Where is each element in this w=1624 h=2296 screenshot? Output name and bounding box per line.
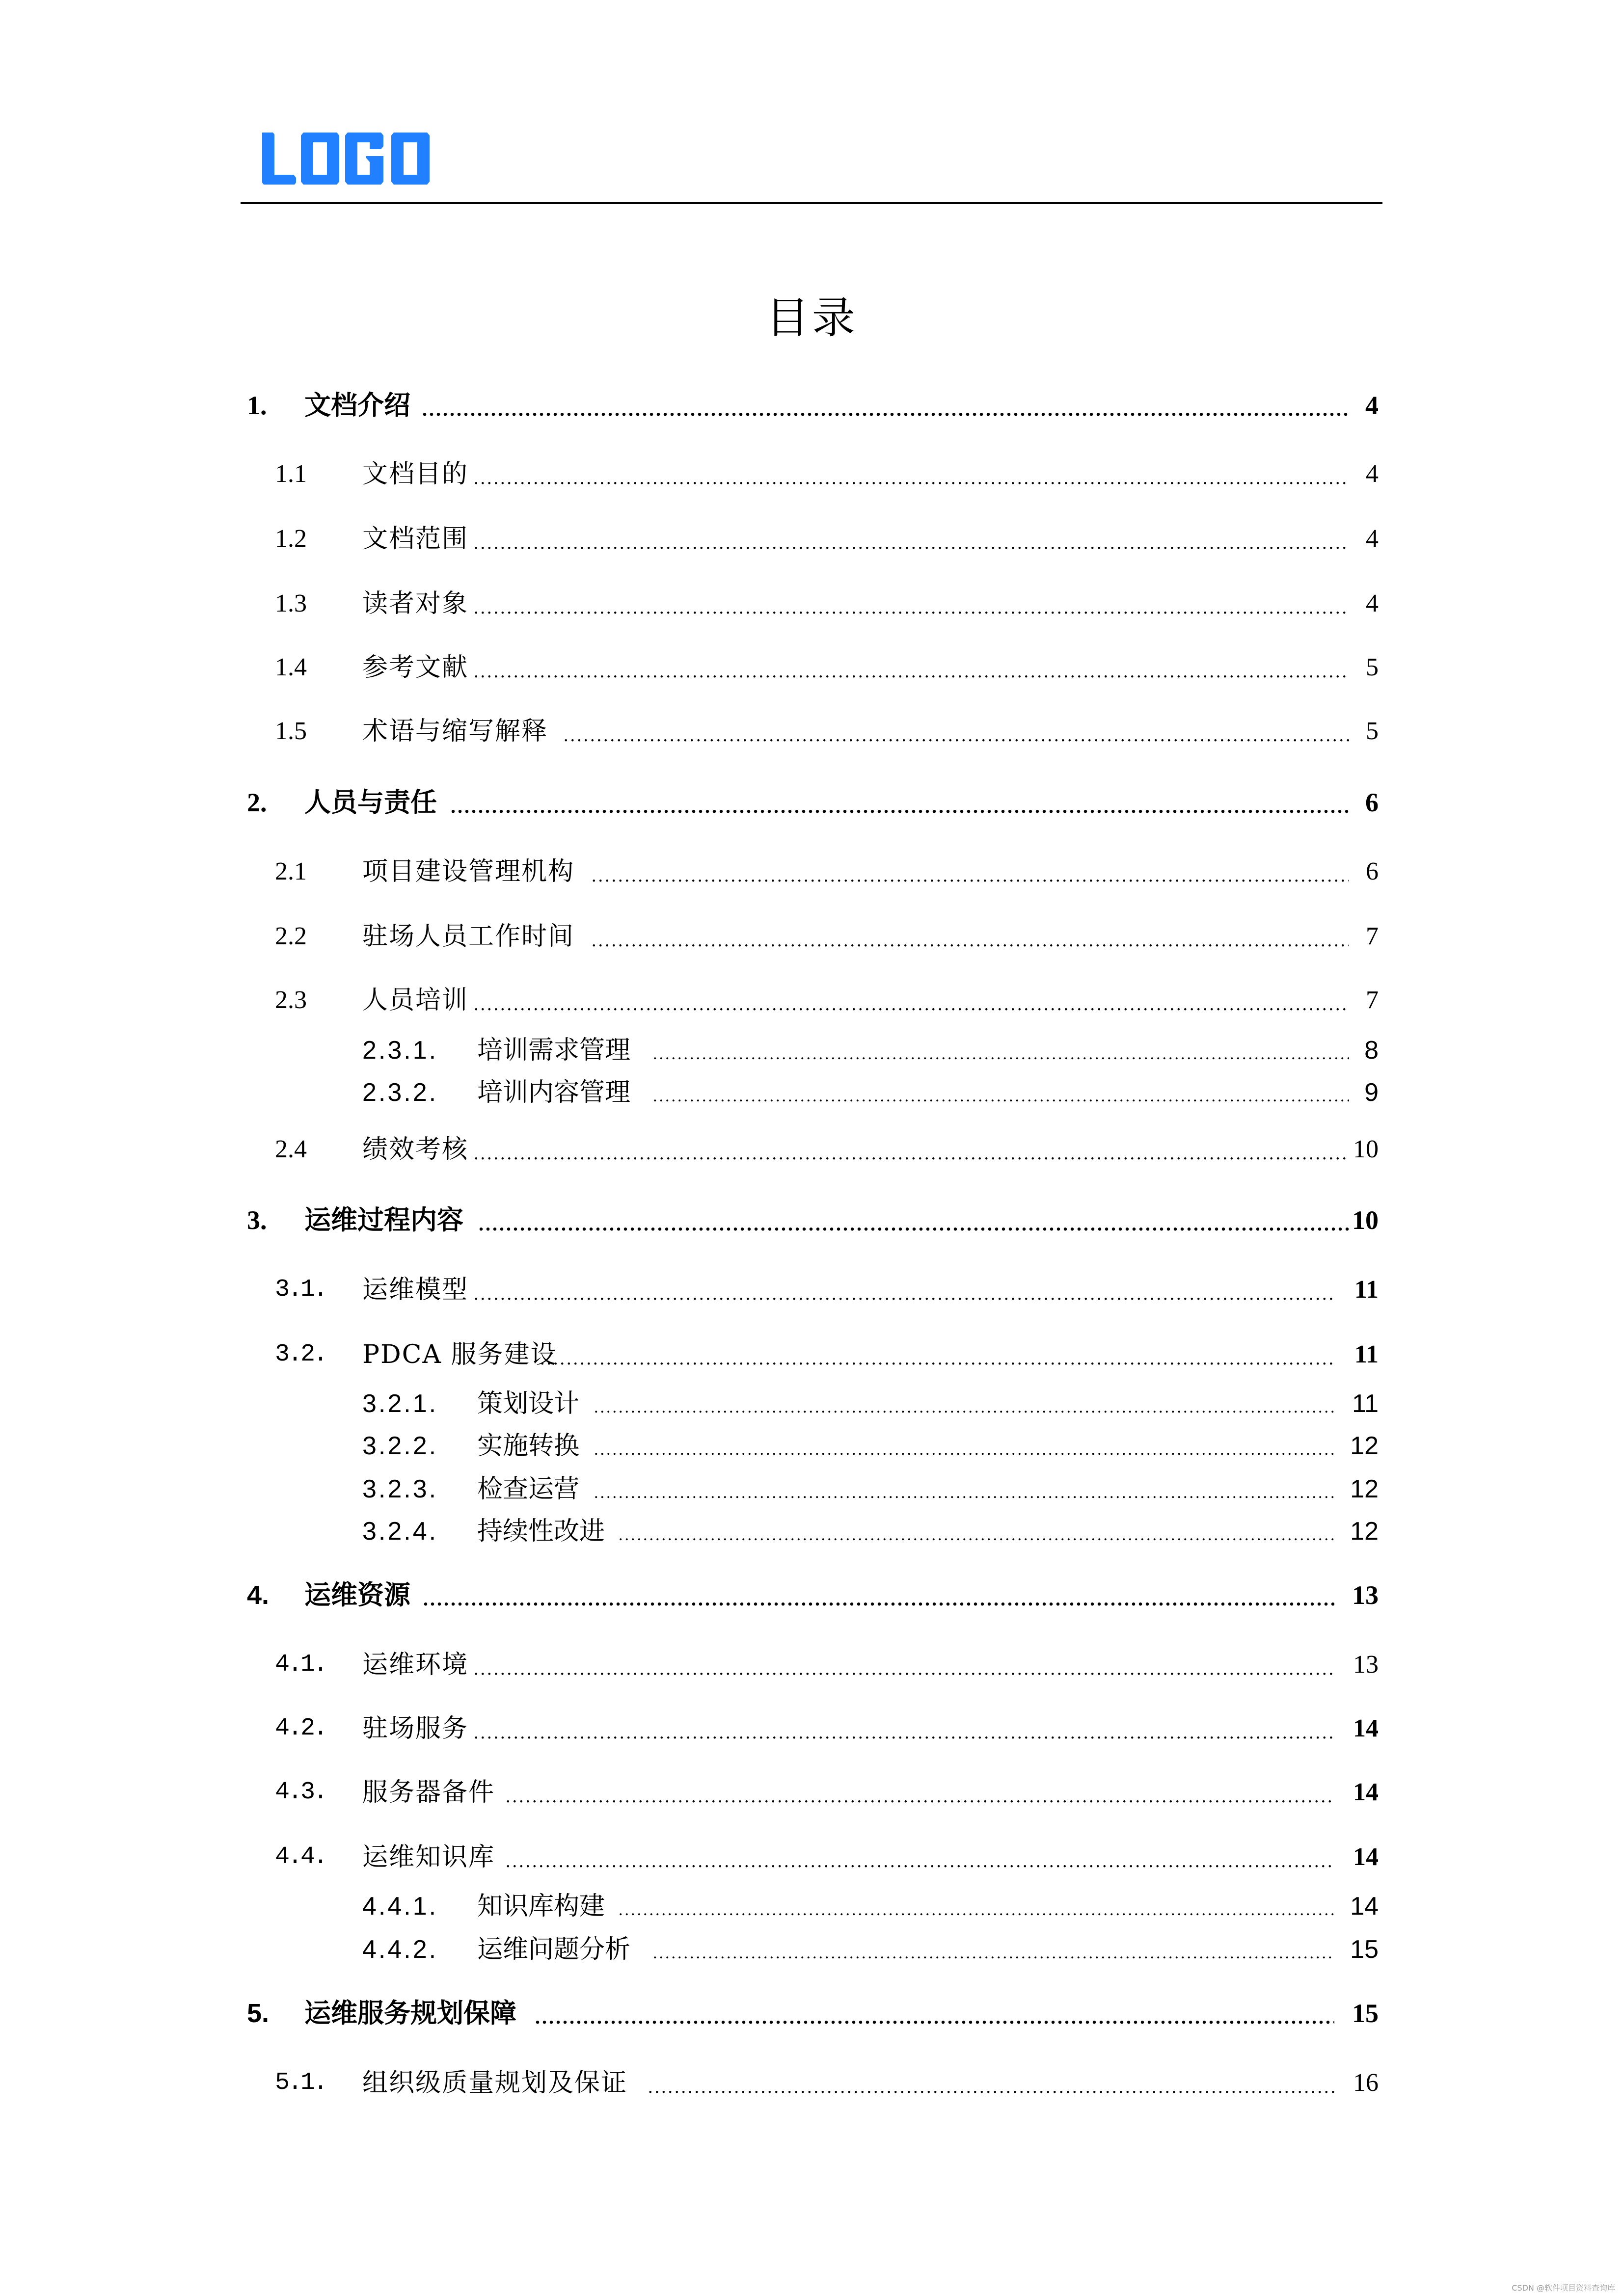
toc-entry-label: 文档范围 (362, 524, 469, 554)
dot-leader (535, 1994, 1334, 2033)
toc-entry-label: 运维环境 (362, 1650, 469, 1680)
toc-entry-number: 1.2 (275, 525, 307, 553)
toc-entry-number: 4. (247, 1580, 270, 1610)
toc-entry[interactable] (0, 852, 1624, 891)
toc-entry-label: 组织级质量规划及保证 (362, 2068, 628, 2098)
toc-entry-page: 15 (1350, 1935, 1379, 1964)
toc-entry-page: 4 (1366, 460, 1379, 488)
dot-leader (653, 1930, 1334, 1969)
dot-leader (619, 1512, 1334, 1551)
toc-entry-label: 培训内容管理 (477, 1078, 631, 1107)
toc-entry-number: 4.4.2. (362, 1935, 438, 1964)
dot-leader (423, 1575, 1334, 1615)
dot-leader (422, 386, 1349, 425)
toc-entry-label: PDCA 服务建设 (362, 1340, 557, 1369)
toc-entry[interactable] (0, 1031, 1624, 1070)
toc-entry-page: 12 (1350, 1517, 1379, 1546)
toc-entry-label: 检查运营 (477, 1474, 580, 1504)
dot-leader (474, 1270, 1334, 1309)
toc-entry[interactable] (0, 1130, 1624, 1169)
toc-entry-page: 14 (1353, 1843, 1379, 1871)
toc-entry-number: 1.4 (275, 653, 307, 681)
toc-entry-label: 人员与责任 (304, 787, 437, 818)
watermark: CSDN @软件项目资料查询库 (1512, 2283, 1615, 2293)
toc-entry-page: 4 (1365, 391, 1379, 420)
toc-entry-number: 2.3 (275, 986, 307, 1014)
toc-entry-page: 10 (1353, 1135, 1379, 1163)
toc-entry-number: 2.3.1. (362, 1036, 438, 1065)
toc-entry[interactable] (0, 1575, 1624, 1615)
toc-entry-label: 项目建设管理机构 (362, 857, 575, 886)
toc-entry-number: 2.2 (275, 922, 307, 950)
toc-entry-page: 14 (1350, 1892, 1379, 1921)
toc-title: 目录 (765, 293, 858, 343)
toc-entry[interactable] (0, 1201, 1624, 1240)
toc-entry[interactable] (0, 1270, 1624, 1309)
toc-entry-page: 4 (1366, 525, 1379, 553)
toc-entry[interactable] (0, 1773, 1624, 1812)
toc-entry-label: 培训需求管理 (477, 1036, 631, 1065)
toc-entry-page: 7 (1366, 986, 1379, 1014)
toc-entry-number: 2. (247, 788, 267, 817)
toc-entry-label: 运维过程内容 (304, 1204, 463, 1235)
toc-entry[interactable] (0, 1645, 1624, 1684)
toc-entry-label: 运维问题分析 (477, 1935, 631, 1964)
toc-entry-number: 3.2.2. (362, 1432, 438, 1460)
toc-entry-number: 1.1 (275, 460, 307, 488)
dot-leader (474, 1709, 1334, 1748)
dot-leader (540, 1335, 1334, 1374)
dot-leader (451, 783, 1349, 822)
dot-leader (648, 2063, 1334, 2103)
toc-entry-number: 1.5 (275, 717, 307, 745)
toc-entry-label: 策划设计 (477, 1389, 580, 1418)
dot-leader (594, 1384, 1334, 1423)
toc-entry-label: 参考文献 (362, 653, 469, 682)
toc-entry-page: 5 (1366, 653, 1379, 681)
toc-entry-label: 驻场人员工作时间 (362, 922, 575, 951)
toc-entry[interactable] (0, 1887, 1624, 1926)
toc-entry-number: 4.2. (275, 1714, 326, 1742)
toc-entry[interactable] (0, 1073, 1624, 1112)
toc-entry-number: 3. (247, 1205, 267, 1235)
dot-leader (506, 1838, 1334, 1877)
toc-entry-number: 5.1. (275, 2069, 326, 2097)
dot-leader (474, 1130, 1349, 1169)
toc-entry-number: 1. (247, 391, 267, 420)
dot-leader (474, 584, 1349, 623)
toc-entry-page: 8 (1364, 1036, 1379, 1065)
toc-entry-label: 术语与缩写解释 (362, 717, 548, 746)
toc-entry-page: 7 (1366, 922, 1379, 950)
toc-entry-number: 3.2.1. (362, 1389, 438, 1418)
toc-entry-label: 人员培训 (362, 986, 469, 1015)
toc-entry-page: 11 (1354, 1276, 1379, 1304)
toc-entry-label: 知识库构建 (477, 1892, 605, 1921)
toc-entry-page: 6 (1365, 788, 1379, 817)
toc-entry-label: 文档介绍 (304, 390, 410, 421)
toc-entry-page: 16 (1353, 2069, 1379, 2097)
toc-entry[interactable] (0, 386, 1624, 425)
dot-leader (653, 1031, 1349, 1070)
dot-leader (564, 712, 1349, 751)
toc-entry-number: 4.3. (275, 1778, 326, 1806)
dot-leader (474, 1645, 1334, 1684)
toc-entry-page: 13 (1353, 1651, 1379, 1679)
dot-leader (474, 454, 1349, 494)
toc-entry-page: 12 (1350, 1432, 1379, 1460)
toc-entry[interactable] (0, 2063, 1624, 2103)
toc-entry[interactable] (0, 454, 1624, 494)
toc-entry-label: 运维知识库 (362, 1842, 495, 1872)
toc-entry[interactable] (0, 1335, 1624, 1374)
toc-entry[interactable] (0, 783, 1624, 822)
toc-entry-label: 服务器备件 (362, 1778, 495, 1807)
toc-entry-number: 2.1 (275, 857, 307, 885)
toc-entry[interactable] (0, 1469, 1624, 1509)
toc-entry-number: 3.2. (275, 1340, 326, 1368)
toc-entry[interactable] (0, 1426, 1624, 1466)
toc-entry-label: 持续性改进 (477, 1517, 605, 1546)
toc-entry-page: 14 (1353, 1714, 1379, 1742)
toc-entry[interactable] (0, 1709, 1624, 1748)
toc-entry-page: 14 (1353, 1778, 1379, 1806)
toc-entry-number: 4.1. (275, 1651, 326, 1679)
toc-entry-number: 3.2.3. (362, 1475, 438, 1503)
toc-entry-page: 9 (1364, 1078, 1379, 1107)
toc-entry-page: 15 (1352, 1999, 1379, 2028)
dot-leader (594, 1426, 1334, 1466)
toc-entry-number: 3.1. (275, 1276, 326, 1304)
toc-entry[interactable] (0, 1838, 1624, 1877)
dot-leader (592, 917, 1349, 956)
toc-entry-page: 5 (1366, 717, 1379, 745)
toc-entry-page: 12 (1350, 1475, 1379, 1503)
toc-entry-page: 10 (1352, 1205, 1379, 1235)
toc-entry-number: 4.4.1. (362, 1892, 438, 1921)
toc-entry[interactable] (0, 712, 1624, 751)
toc-entry-label: 文档目的 (362, 459, 469, 489)
toc-entry[interactable] (0, 1930, 1624, 1969)
toc-entry[interactable] (0, 917, 1624, 956)
toc-entry-label: 实施转换 (477, 1431, 580, 1461)
toc-entry-label: 运维服务规划保障 (304, 1998, 516, 2029)
toc-entry-label: 读者对象 (362, 589, 469, 618)
dot-leader (474, 648, 1349, 687)
dot-leader (653, 1073, 1349, 1112)
toc-entry[interactable] (0, 1384, 1624, 1423)
toc-entry-number: 5. (247, 1999, 270, 2028)
toc-entry-label: 驻场服务 (362, 1714, 469, 1743)
toc-entry-label: 运维资源 (304, 1579, 410, 1610)
toc-entry[interactable] (0, 519, 1624, 559)
toc-entry-number: 3.2.4. (362, 1517, 438, 1546)
dot-leader (479, 1201, 1349, 1240)
toc-entry-number: 2.3.2. (362, 1078, 438, 1107)
toc-entry-label: 绩效考核 (362, 1135, 469, 1164)
toc-entry[interactable] (0, 1512, 1624, 1551)
toc-entry[interactable] (0, 981, 1624, 1020)
toc-entry-number: 4.4. (275, 1843, 326, 1871)
dot-leader (474, 981, 1349, 1020)
toc-entry[interactable] (0, 648, 1624, 687)
toc-entry-page: 6 (1366, 857, 1379, 885)
toc-entry-page: 4 (1366, 589, 1379, 617)
dot-leader (619, 1887, 1334, 1926)
toc-entry-number: 2.4 (275, 1135, 307, 1163)
dot-leader (592, 852, 1349, 891)
toc-entry-label: 运维模型 (362, 1275, 469, 1305)
toc-entry-number: 1.3 (275, 589, 307, 617)
toc-entry-page: 11 (1354, 1340, 1379, 1368)
toc-entry[interactable] (0, 1994, 1624, 2033)
toc-entry-page: 11 (1352, 1389, 1379, 1418)
toc-entry[interactable] (0, 584, 1624, 623)
dot-leader (474, 519, 1349, 559)
toc-entry-page: 13 (1352, 1580, 1379, 1610)
dot-leader (506, 1773, 1334, 1812)
dot-leader (594, 1469, 1334, 1509)
